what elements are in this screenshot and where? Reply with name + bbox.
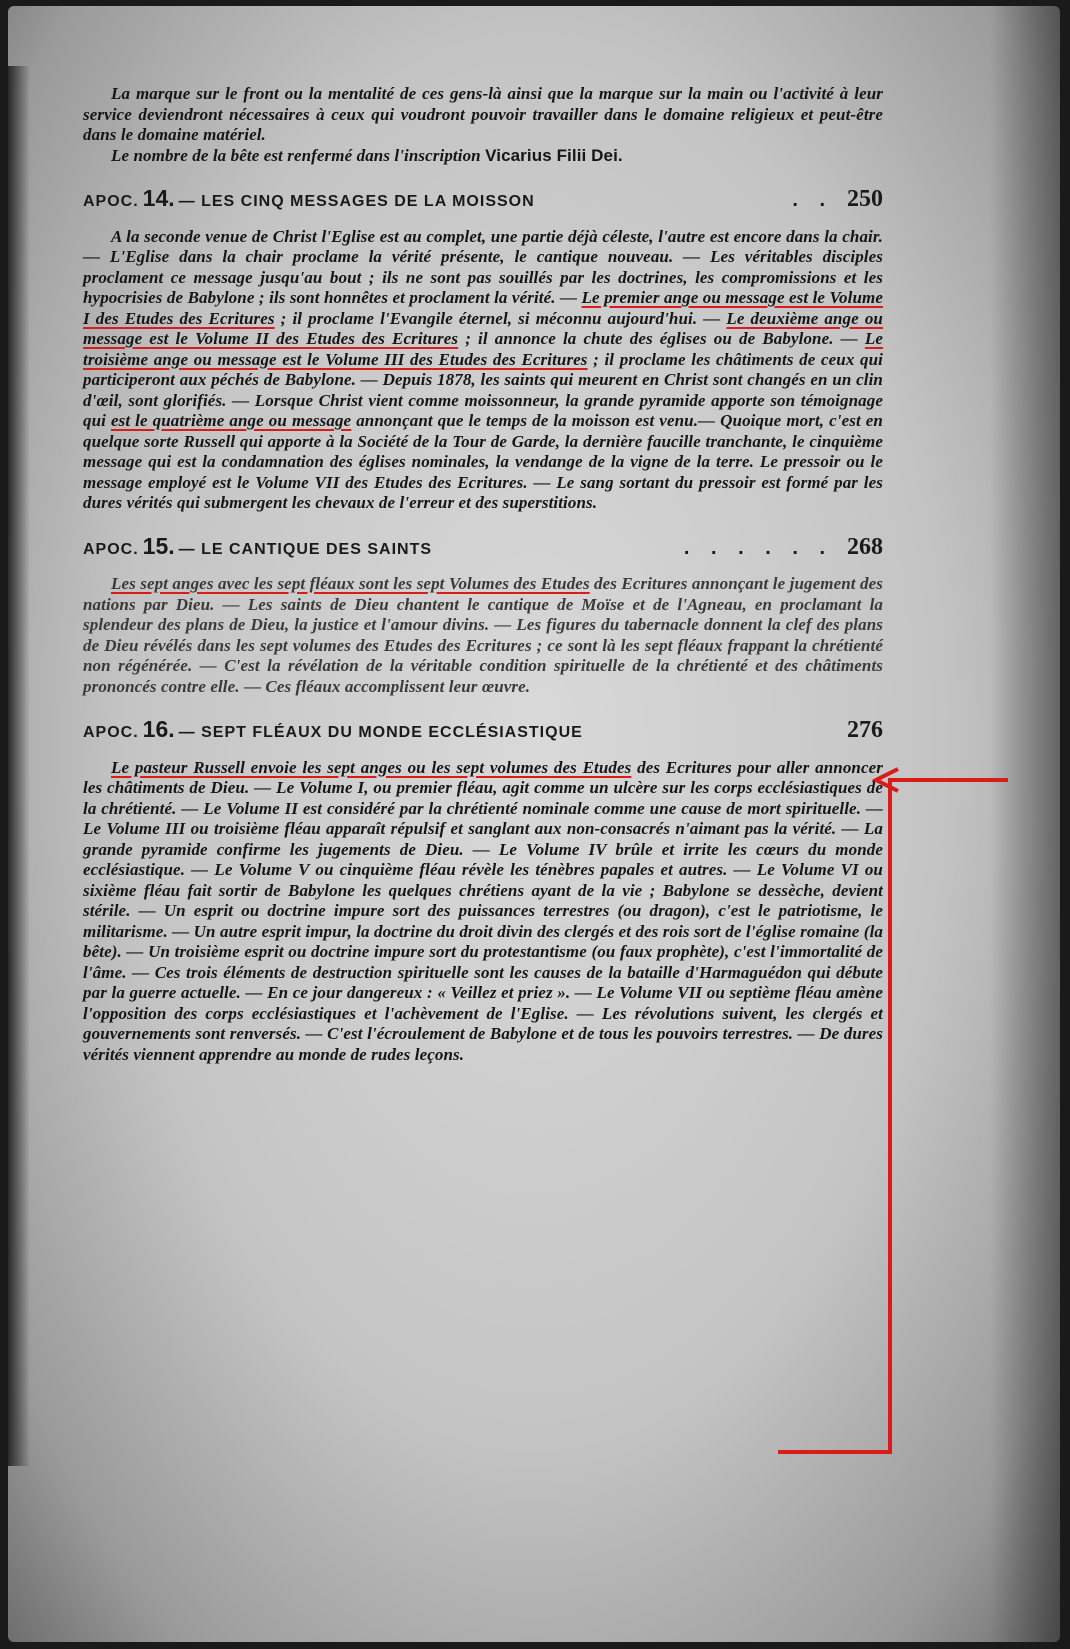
heading-leader-dots: . . . . . . [683, 536, 833, 559]
heading-chapter-number: 14. [142, 185, 175, 211]
underlined-text: Les sept anges avec les sept fléaux sont les sept Volumes des Etudes [111, 574, 590, 593]
body-text: ; il annonce la chute des églises ou de Babylone. — [458, 329, 865, 348]
heading-label: APOC. [83, 724, 139, 741]
heading-title: — LES CINQ MESSAGES DE LA MOISSON [178, 193, 535, 210]
underlined-text: Le pasteur Russell envoie les sept anges ou les sept volumes des Etudes [111, 757, 632, 777]
body-text: ; il proclame l'Evangile éternel, si méconnu aujourd'hui. — [274, 308, 727, 328]
underlined-text: Le premier ange ou message est le Volume I des Etudes des Ecritures [83, 288, 883, 328]
body-text: des Ecritures annonçant le jugement des nations par Dieu. — Les saints de Dieu chantent le cantique de Moïse et de l'Agneau, en proclamant la splendeur des plans de Dieu, la justice et l'amour divins. — Les figures du tabernacle donnent la clef des plans de Dieu révélés dans les sept volumes des Etudes des Ecritures ; ce sont là les sept fléaux frappant la chrétienté non régénérée. — C'est la révélation de la véritable condition spirituelle de la chrétienté et des châtiments prononcés contre elle. — Ces fléaux accomplissent leur œuvre. [83, 574, 883, 696]
intro-paragraph-1: La marque sur le front ou la mentalité de ces gens-là ainsi que la marque sur la main ou l'activité à leur service deviendront nécessaires à ceux qui voudront pouvoir travailler dans le domaine religieux et peut-être dans le domaine matériel. [83, 84, 883, 144]
section-body-apoc-15 [83, 574, 883, 697]
section-body-apoc-16 [83, 758, 883, 1066]
intro-paragraph-2 [83, 146, 883, 167]
scanned-page [8, 6, 1060, 1642]
section-body-apoc-14 [83, 227, 883, 514]
page-text [83, 84, 883, 1065]
inscription-text: Vicarius Filii Dei. [485, 145, 623, 165]
heading-label: APOC. [83, 540, 139, 558]
body-text: annonçant que le temps de la moisson est venu.— Quoique mort, c'est en quelque sorte Russell qui apporte à la Société de la Tour de Garde, la dernière faucille tranchante, le cinquième message qui est la condamnation des églises nominales, la vendange de la vigne de la terre. Le pressoir ou le message employé est le Volume VII des Etudes des Ecritures. — Le sang sortant du pressoir est formé par les dures vérités qui submergent les chevaux de l'erreur et des superstitions. [83, 411, 883, 512]
heading-page-number: 276 [847, 717, 883, 743]
section-heading-apoc-15 [83, 532, 883, 561]
intro-text: Le nombre de la bête est renfermé dans l'inscription [111, 145, 481, 165]
body-text: ; il proclame les châtiments de ceux qui participeront aux péchés de Babylone. — Depuis 1878, les saints qui meurent en Christ sont changés en un clin d'œil, sont glorifiés. — Lorsque Christ vient comme moissonneur, la grande pyramide apporte son témoignage qui [83, 349, 883, 430]
heading-chapter-number: 16. [142, 716, 175, 742]
heading-title: — SEPT FLÉAUX DU MONDE ECCLÉSIASTIQUE [178, 724, 583, 741]
underlined-text: Le deuxième ange ou message est le Volume II des Etudes des Ecritures [83, 308, 883, 348]
heading-leader-dots: . . [792, 189, 833, 211]
heading-chapter-number: 15. [142, 532, 175, 559]
section-heading-apoc-14 [83, 185, 883, 213]
heading-page-number: 250 [847, 186, 883, 212]
heading-title: — LE CANTIQUE DES SAINTS [178, 540, 433, 558]
heading-label: APOC. [83, 193, 139, 210]
underlined-text: Le troisième ange ou message est le Volume III des Etudes des Ecritures [83, 329, 883, 369]
body-text: A la seconde venue de Christ l'Eglise est au complet, une partie déjà céleste, l'autre est encore dans la chair.— L'Eglise dans la chair proclame la vérité présente, le cantique nouveau. — Les véritables disciples proclament ce message jusqu'au bout ; ils ne sont pas souillés par les doctrines, les compromissions et les hypocrisies de Babylone ; ils sont honnêtes et proclament la vérité. — [83, 226, 883, 307]
underlined-text: est le quatrième ange ou message [110, 411, 352, 430]
section-heading-apoc-16 [83, 716, 883, 744]
heading-page-number: 268 [847, 533, 883, 560]
body-text: des Ecritures pour aller annoncer les châtiments de Dieu. — Le Volume I, ou premier fléau, agit comme un ulcère sur les corps ecclésiastiques de la chrétienté. — Le Volume II est considéré par la chrétienté nominale comme une cause de mort spirituelle. — Le Volume III ou troisième fléau apparaît répulsif et sanglant aux non-consacrés n'aimant pas la vérité. — La grande pyramide confirme les jugements de Dieu. — Le Volume IV brûle et irrite les cœurs du monde ecclésiastique. — Le Volume V ou cinquième fléau révèle les ténèbres papales et autres. — Le Volume VI ou sixième fléau fait sortir de Babylone les quelques chrétiens ayant de la vie ; Babylone se dessèche, devient stérile. — Un esprit ou doctrine impure sort des puissances terrestres (ou dragon), c'est le patriotisme, le militarisme. — Un autre esprit impur, la doctrine du droit divin des clergés et des rois sort de l'église romaine (la bête). — Un troisième esprit ou doctrine impure sort du protestantisme (ou faux prophète), c'est l'immortalité de l'âme. — Ces trois éléments de destruction spirituelle sont les causes de la bataille d'Harmaguédon qui débute par la guerre actuelle. — En ce jour dangereux : « Veillez et priez ». — Le Volume VII ou septième fléau amène l'opposition des corps ecclésiastiques et l'achèvement de l'Eglise. — Les révolutions suivent, les clergés et gouvernements sont renversés. — C'est l'écroulement de Babylone et de tous les pouvoirs terrestres. — De dures vérités viennent apprendre au monde de rudes leçons. [83, 757, 883, 1064]
